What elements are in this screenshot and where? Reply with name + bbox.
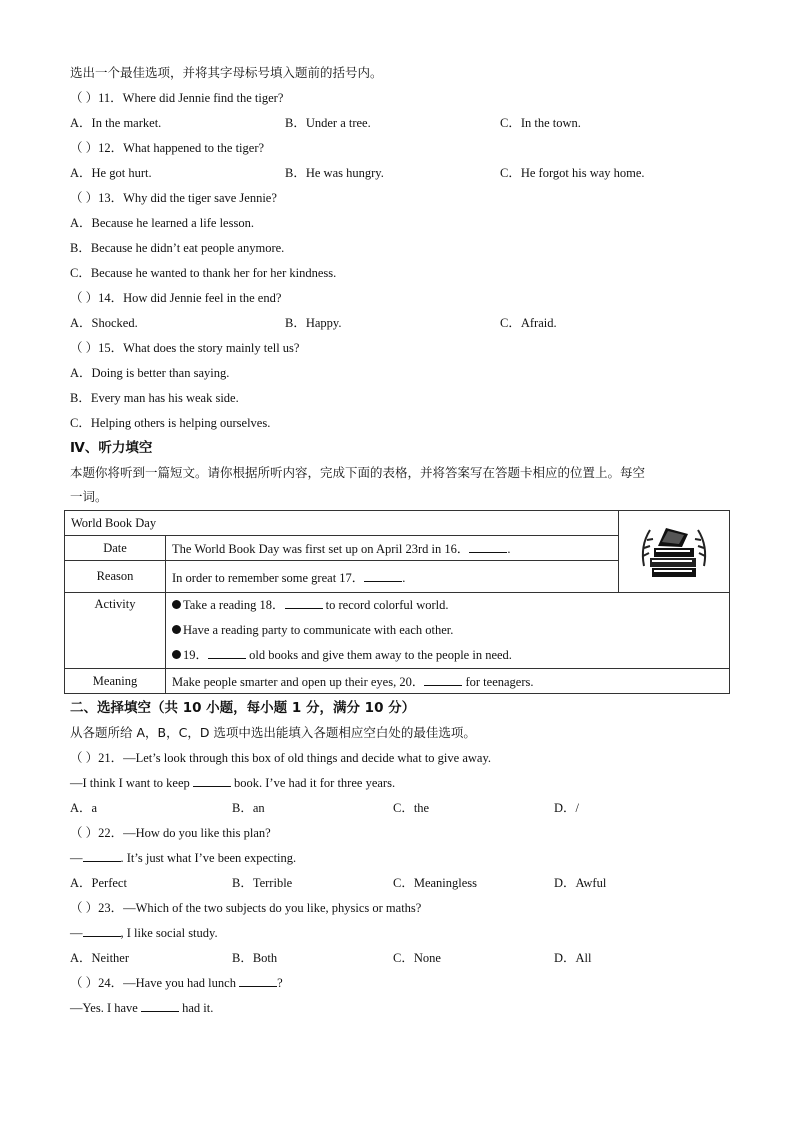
option-a: A．Shocked. xyxy=(70,316,138,330)
option-c: C．He forgot his way home. xyxy=(500,166,645,180)
option-a: A．He got hurt. xyxy=(70,166,152,180)
question-13-option-a: A．Because he learned a life lesson. xyxy=(70,216,254,230)
option-c: C．the xyxy=(393,801,430,815)
bullet-icon xyxy=(172,650,181,659)
question-24-stem: （ ）24．—Have you had lunch ? xyxy=(70,976,283,990)
part4-instruction-line1: 本题你将听到一篇短文。请你根据所听内容，完成下面的表格，并将答案写在答题卡相应的位置上。每空 xyxy=(70,465,646,480)
answer-blank-23[interactable] xyxy=(83,925,121,937)
option-b: B．Terrible xyxy=(232,876,293,890)
option-a: A．Neither xyxy=(70,951,130,965)
question-23-reply: — , I like social study. xyxy=(70,926,218,940)
table-title: World Book Day xyxy=(65,511,619,536)
question-15-option-b: B．Every man has his weak side. xyxy=(70,391,239,405)
part4-heading: Ⅳ、听力填空 xyxy=(70,440,153,456)
activity-item-3: 19． old books and give them away to the people in need. xyxy=(172,643,723,668)
answer-blank-16[interactable] xyxy=(469,541,507,553)
row-label-meaning: Meaning xyxy=(65,669,166,694)
answer-blank-21[interactable] xyxy=(193,775,231,787)
question-13-stem: （ ）13．Why did the tiger save Jennie? xyxy=(70,191,277,205)
answer-blank-19[interactable] xyxy=(208,647,246,659)
row-label-activity: Activity xyxy=(65,593,166,669)
option-d: D．/ xyxy=(554,801,580,815)
question-15-stem: （ ）15．What does the story mainly tell us? xyxy=(70,341,300,355)
row-content-meaning: Make people smarter and open up their eyes, 20． for teenagers. xyxy=(166,669,730,694)
question-12-stem: （ ）12．What happened to the tiger? xyxy=(70,141,265,155)
section2-heading: 二、选择填空（共 10 小题，每小题 1 分，满分 10 分） xyxy=(70,700,416,716)
row-content-activity xyxy=(166,593,730,669)
option-a: A．Perfect xyxy=(70,876,127,890)
row-content-date: The World Book Day was first set up on April 23rd in 16． . xyxy=(166,536,619,561)
part4-instruction-line2: 一词。 xyxy=(70,489,108,504)
answer-blank-18[interactable] xyxy=(285,597,323,609)
question-23-options xyxy=(70,950,730,966)
option-c: C．In the town. xyxy=(500,116,581,130)
stack-of-books-illustration-icon xyxy=(638,516,710,584)
answer-blank-17[interactable] xyxy=(364,570,402,582)
option-a: A．In the market. xyxy=(70,116,162,130)
section2-instruction: 从各题所给 A，B，C，D 选项中选出能填入各题相应空白处的最佳选项。 xyxy=(70,725,476,740)
question-15-option-a: A．Doing is better than saying. xyxy=(70,366,230,380)
option-b: B．Under a tree. xyxy=(285,116,371,130)
option-b: B．an xyxy=(232,801,265,815)
question-21-options xyxy=(70,800,730,816)
question-11-stem: （ ）11．Where did Jennie find the tiger? xyxy=(70,91,284,105)
option-d: D．All xyxy=(554,951,592,965)
question-22-reply: — . It’s just what I’ve been expecting. xyxy=(70,851,297,865)
bullet-icon xyxy=(172,625,181,634)
question-21-reply: —I think I want to keep book. I’ve had it for three years. xyxy=(70,776,396,790)
world-book-day-table xyxy=(64,510,730,694)
question-13-option-c: C．Because he wanted to thank her for her kindness. xyxy=(70,266,337,280)
row-label-date: Date xyxy=(65,536,166,561)
option-b: B．He was hungry. xyxy=(285,166,384,180)
activity-item-1: Take a reading 18． to record colorful world. xyxy=(172,593,723,618)
answer-blank-24a[interactable] xyxy=(239,975,277,987)
answer-blank-24b[interactable] xyxy=(141,1000,179,1012)
bullet-icon xyxy=(172,600,181,609)
answer-blank-20[interactable] xyxy=(424,674,462,686)
option-c: C．Meaningless xyxy=(393,876,478,890)
question-13-option-b: B．Because he didn’t eat people anymore. xyxy=(70,241,285,255)
question-11-options xyxy=(70,115,730,131)
option-d: D．Awful xyxy=(554,876,607,890)
option-c: C．None xyxy=(393,951,441,965)
answer-blank-22[interactable] xyxy=(83,850,121,862)
option-c: C．Afraid. xyxy=(500,316,557,330)
question-21-stem: （ ）21．—Let’s look through this box of old things and decide what to give away. xyxy=(70,751,492,765)
question-22-options xyxy=(70,875,730,891)
row-content-reason: In order to remember some great 17． . xyxy=(166,561,619,593)
option-a: A．a xyxy=(70,801,98,815)
part3-instruction: 选出一个最佳选项，并将其字母标号填入题前的括号内。 xyxy=(70,65,383,80)
question-14-options xyxy=(70,315,730,331)
question-14-stem: （ ）14．How did Jennie feel in the end? xyxy=(70,291,282,305)
question-22-stem: （ ）22．—How do you like this plan? xyxy=(70,826,271,840)
activity-item-2: Have a reading party to communicate with each other. xyxy=(172,618,723,643)
books-image-cell xyxy=(619,511,730,593)
question-23-stem: （ ）23．—Which of the two subjects do you like, physics or maths? xyxy=(70,901,422,915)
question-24-reply: —Yes. I have had it. xyxy=(70,1001,214,1015)
question-12-options xyxy=(70,165,730,181)
row-label-reason: Reason xyxy=(65,561,166,593)
question-15-option-c: C．Helping others is helping ourselves. xyxy=(70,416,271,430)
option-b: B．Both xyxy=(232,951,278,965)
option-b: B．Happy. xyxy=(285,316,342,330)
